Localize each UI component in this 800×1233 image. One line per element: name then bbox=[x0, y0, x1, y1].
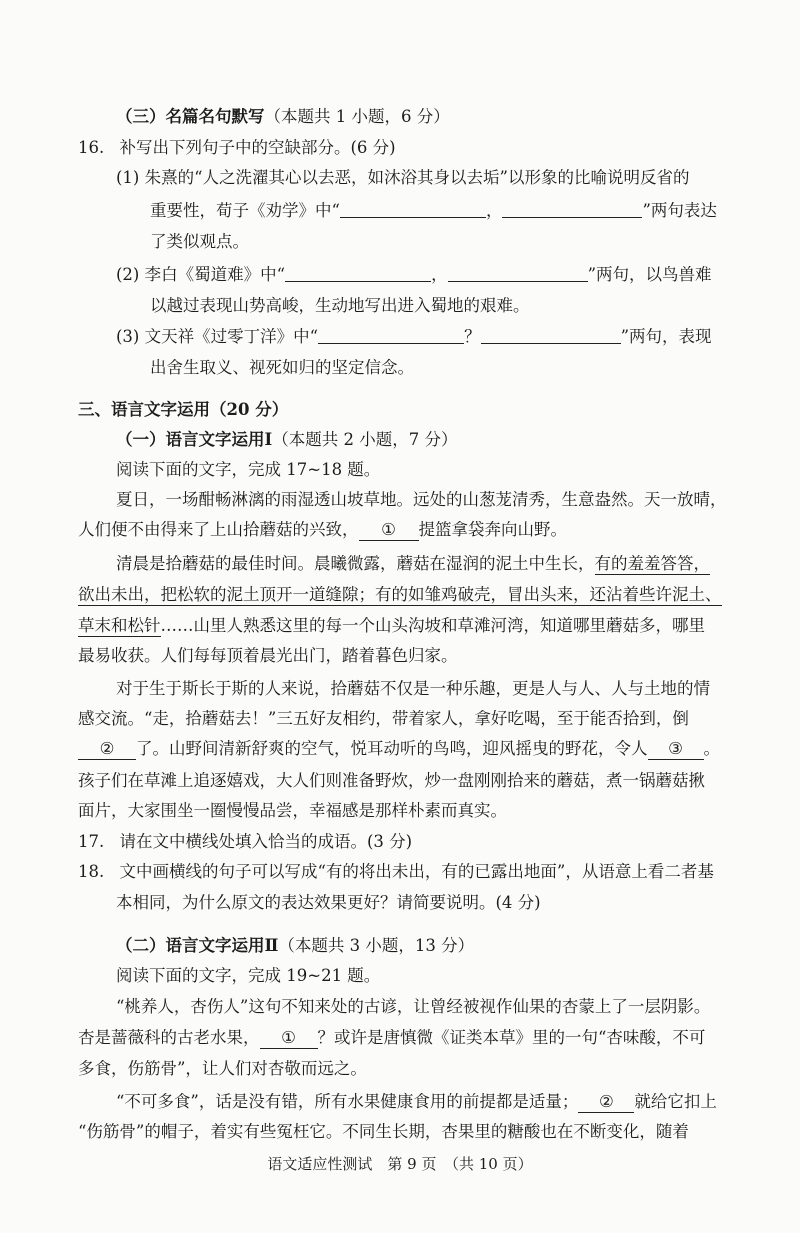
question-17 bbox=[78, 831, 412, 853]
text: 提篮拿袋奔向山野。 bbox=[418, 520, 567, 539]
text: 就给它扣上 bbox=[634, 1092, 717, 1111]
q16-item1-line3: 了类似观点。 bbox=[150, 232, 249, 251]
question-number: 18. bbox=[78, 862, 105, 881]
section-heading-note: （本题共 1 小题，6 分） bbox=[264, 107, 450, 126]
reading-instruction: 阅读下面的文字，完成 17~18 题。 bbox=[116, 460, 381, 479]
text: (2) 李白《蜀道难》中“ bbox=[116, 265, 286, 284]
text: 重要性，荀子《劝学》中“ bbox=[150, 201, 340, 220]
passage2-line bbox=[78, 1027, 705, 1049]
fill-in-blank[interactable] bbox=[318, 326, 464, 344]
passage1-line: 夏日，一场酣畅淋漓的雨湿透山坡草地。远处的山葱茏清秀，生意盎然。天一放晴， bbox=[116, 490, 727, 509]
question-18 bbox=[78, 861, 714, 883]
fill-in-blank[interactable] bbox=[502, 200, 642, 218]
q16-item3-line1 bbox=[116, 326, 712, 348]
fill-in-blank[interactable] bbox=[481, 326, 621, 344]
q16-item1-line2 bbox=[150, 200, 717, 222]
section-heading bbox=[116, 106, 450, 128]
text: ”两句表达 bbox=[642, 201, 717, 220]
fill-in-blank[interactable] bbox=[340, 200, 486, 218]
text: ”两句，表现 bbox=[620, 327, 712, 346]
passage2-line bbox=[116, 1091, 717, 1113]
subsection-heading-note: （本题共 2 小题，7 分） bbox=[272, 430, 458, 449]
text: “不可多食”，话是没有错，所有水果健康食用的前提都是适量； bbox=[116, 1092, 579, 1111]
reading-instruction: 阅读下面的文字，完成 19~21 题。 bbox=[116, 966, 381, 985]
subsection-heading-title: （一）语言文字运用Ⅰ bbox=[116, 430, 273, 449]
text: ……山里人熟悉这里的每一个山头沟坡和草滩河湾，知道哪里蘑菇多，哪里 bbox=[160, 616, 705, 635]
question-16-stem bbox=[78, 137, 396, 159]
passage1-line bbox=[78, 738, 720, 760]
question-18-cont: 本相同，为什么原文的表达效果更好？请简要说明。(4 分) bbox=[116, 893, 541, 912]
q16-item3-line2: 出舍生取义、视死如归的坚定信念。 bbox=[150, 358, 414, 377]
q16-item1-line1: (1) 朱熹的“人之洗濯其心以去恶，如沐浴其身以去垢”以形象的比喻说明反省的 bbox=[116, 168, 690, 187]
question-text: 请在文中横线处填入恰当的成语。(3 分) bbox=[119, 832, 413, 851]
blank-marker[interactable]: ③ bbox=[648, 739, 704, 760]
underlined-sentence: 草末和松针 bbox=[78, 616, 161, 635]
underlined-sentence: 欲出未出，把松软的泥土顶开一道缝隙；有的如雏鸡破壳，冒出头来，还沾着些许泥土、 bbox=[78, 585, 722, 604]
fill-in-blank[interactable] bbox=[285, 264, 431, 282]
passage1-line: 面片，大家围坐一圈慢慢品尝，幸福感是那样朴素而真实。 bbox=[78, 801, 507, 820]
subsection-heading-note: （本题共 3 小题，13 分） bbox=[278, 936, 475, 955]
text: ”两句，以鸟兽难 bbox=[587, 265, 712, 284]
subsection-heading bbox=[116, 429, 457, 451]
text: 人们便不由得来了上山拾蘑菇的兴致， bbox=[78, 520, 359, 539]
text: 杏是蔷薇科的古老水果， bbox=[78, 1028, 260, 1047]
passage2-line: 多食，伤筋骨”，让人们对杏敬而远之。 bbox=[78, 1059, 367, 1078]
page-footer: 语文适应性测试 第 9 页 （共 10 页） bbox=[267, 1155, 533, 1173]
passage2-line: “桃养人，杏伤人”这句不知来处的古谚，让曾经被视作仙果的杏蒙上了一层阴影。 bbox=[116, 997, 711, 1016]
question-number: 16. bbox=[78, 138, 105, 157]
passage1-line bbox=[78, 584, 722, 606]
text: (3) 文天祥《过零丁洋》中“ bbox=[116, 327, 319, 346]
passage2-line: “伤筋骨”的帽子，着实有些冤枉它。不同生长期，杏果里的糖酸也在不断变化，随着 bbox=[78, 1122, 689, 1141]
question-text: 文中画横线的句子可以写成“有的将出未出，有的已露出地面”，从语意上看二者基 bbox=[119, 862, 714, 881]
q16-item2-line2: 以越过表现山势高峻，生动地写出进入蜀地的艰难。 bbox=[150, 296, 530, 315]
question-number: 17. bbox=[78, 832, 105, 851]
passage1-line: 感交流。“走，拾蘑菇去！”三五好友相约，带着家人，拿好吃喝，至于能否拾到，倒 bbox=[78, 709, 689, 728]
subsection-heading bbox=[116, 935, 474, 957]
q16-item2-line1 bbox=[116, 264, 712, 286]
question-text: 补写出下列句子中的空缺部分。(6 分) bbox=[119, 138, 396, 157]
text: 。 bbox=[703, 739, 720, 758]
text: ？ bbox=[464, 327, 481, 346]
passage1-line: 孩子们在草滩上追逐嬉戏，大人们则准备野炊，炒一盘刚刚拾来的蘑菇，煮一锅蘑菇揪 bbox=[78, 771, 705, 790]
passage1-line: 对于生于斯长于斯的人来说，拾蘑菇不仅是一种乐趣，更是人与人、人与土地的情 bbox=[116, 679, 710, 698]
passage1-line: 最易收获。人们每每顶着晨光出门，踏着暮色归家。 bbox=[78, 646, 458, 665]
blank-marker[interactable]: ② bbox=[578, 1092, 634, 1113]
blank-marker[interactable]: ② bbox=[78, 739, 136, 760]
section-heading-title: （三）名篇名句默写 bbox=[116, 107, 265, 126]
text: ， bbox=[485, 201, 503, 220]
subsection-heading-title: （二）语言文字运用Ⅱ bbox=[116, 936, 279, 955]
text: ， bbox=[431, 265, 448, 284]
blank-marker[interactable]: ① bbox=[359, 520, 419, 541]
passage1-line bbox=[78, 519, 567, 541]
underlined-sentence: 有的羞羞答答， bbox=[594, 554, 710, 573]
blank-marker[interactable]: ① bbox=[260, 1028, 318, 1049]
fill-in-blank[interactable] bbox=[448, 264, 588, 282]
text: ？或许是唐慎微《证类本草》里的一句“杏味酸，不可 bbox=[317, 1028, 706, 1047]
part-title: 三、语言文字运用（20 分） bbox=[78, 400, 289, 419]
text: 清晨是拾蘑菇的最佳时间。晨曦微露，蘑菇在湿润的泥土中生长， bbox=[116, 554, 595, 573]
text: 了。山野间清新舒爽的空气，悦耳动听的鸟鸣，迎风摇曳的野花，令人 bbox=[136, 739, 648, 758]
passage1-line bbox=[78, 615, 705, 637]
passage1-line bbox=[116, 553, 710, 575]
